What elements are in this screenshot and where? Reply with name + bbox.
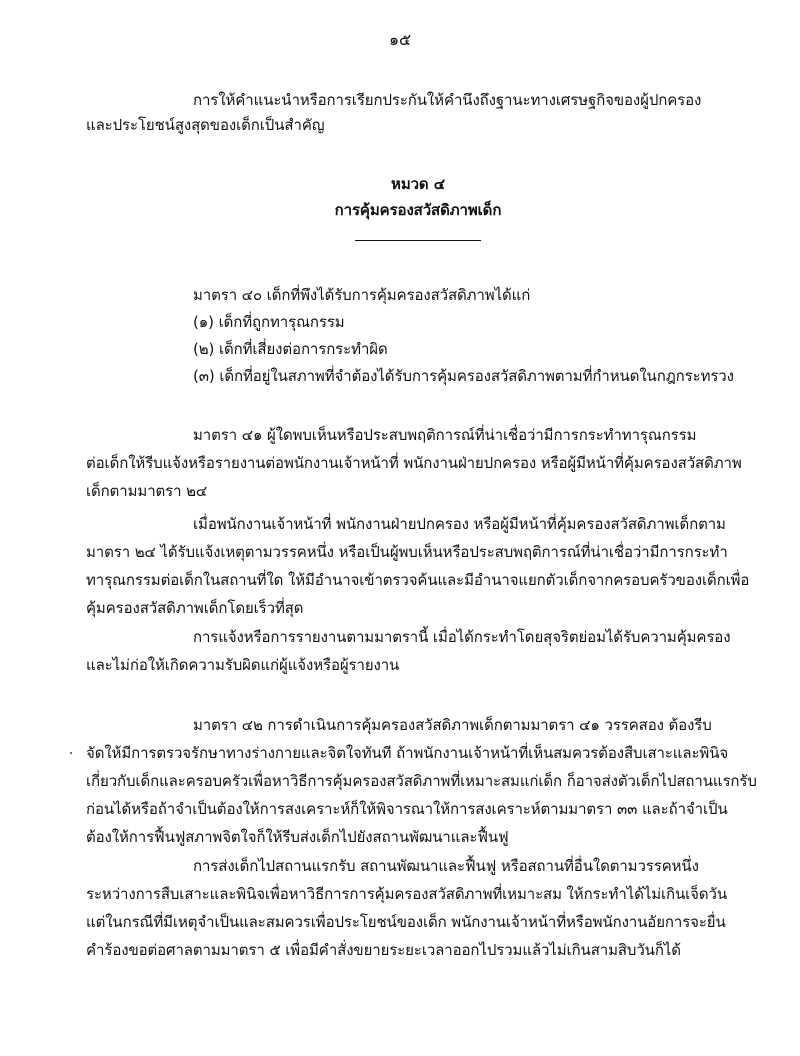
section-42-line-1: มาตรา ๔๒ การดำเนินการคุ้มครองสวัสดิภาพเด็กตามมาตรา ๔๑ วรรคสอง ต้องรีบ xyxy=(193,716,712,734)
section-42-line-9: คำร้องขอต่อศาลตามมาตรา ๕ เพื่อมีคำสั่งขยายระยะเวลาออกไปรวมแล้วไม่เกินสามสิบวันก็ได้ xyxy=(86,941,681,959)
page-number: ๑๕ xyxy=(388,30,412,49)
section-42-line-3: เกี่ยวกับเด็กและครอบครัวเพื่อหาวิธีการคุ้มครองสวัสดิภาพที่เหมาะสมแก่เด็ก ก็อาจส่งตัวเด็กไปสถานแรกรับ xyxy=(86,772,757,790)
section-42-line-6: การส่งเด็กไปสถานแรกรับ สถานพัฒนาและฟื้นฟู หรือสถานที่อื่นใดตามวรรคหนึ่ง xyxy=(193,857,699,875)
section-41-line-9: และไม่ก่อให้เกิดความรับผิดแก่ผู้แจ้งหรือผู้รายงาน xyxy=(86,656,400,674)
section-41-line-4: เมื่อพนักงานเจ้าหน้าที่ พนักงานฝ่ายปกครอง หรือผู้มีหน้าที่คุ้มครองสวัสดิภาพเด็กตาม xyxy=(193,515,726,533)
section-40-item-1: (๑) เด็กที่ถูกทารุณกรรม xyxy=(193,313,345,331)
section-40-item-3: (๓) เด็กที่อยู่ในสภาพที่จำต้องได้รับการคุ้มครองสวัสดิภาพตามที่กำหนดในกฎกระทรวง xyxy=(193,367,734,385)
section-41-line-2: ต่อเด็กให้รีบแจ้งหรือรายงานต่อพนักงานเจ้าหน้าที่ พนักงานฝ่ายปกครอง หรือผู้มีหน้าที่คุ้มครองสวัสดิภาพ xyxy=(86,454,742,472)
section-41-line-5: มาตรา ๒๔ ได้รับแจ้งเหตุตามวรรคหนึ่ง หรือเป็นผู้พบเห็นหรือประสบพฤติการณ์ที่น่าเชื่อว่ามีการกระทำ xyxy=(86,543,728,561)
section-42-line-7: ระหว่างการสืบเสาะและพินิจเพื่อหาวิธีการการคุ้มครองสวัสดิภาพที่เหมาะสม ให้กระทำได้ไม่เกินเจ็ดวัน xyxy=(86,885,727,903)
chapter-divider xyxy=(355,240,481,241)
scan-speck xyxy=(70,752,72,754)
section-41-line-3: เด็กตามมาตรา ๒๔ xyxy=(86,482,208,500)
section-41-line-1: มาตรา ๔๑ ผู้ใดพบเห็นหรือประสบพฤติการณ์ที่น่าเชื่อว่ามีการกระทำทารุณกรรม xyxy=(193,426,697,444)
intro-line-1: การให้คำแนะนำหรือการเรียกประกันให้คำนึงถึงฐานะทางเศรษฐกิจของผู้ปกครอง xyxy=(193,91,702,109)
chapter-title: การคุ้มครองสวัสดิภาพเด็ก xyxy=(334,201,502,219)
section-40-heading: มาตรา ๔๐ เด็กที่พึงได้รับการคุ้มครองสวัสดิภาพได้แก่ xyxy=(193,286,531,304)
section-42-line-4: ก่อนได้หรือถ้าจำเป็นต้องให้การสงเคราะห์ก็ให้พิจารณาให้การสงเคราะห์ตามมาตรา ๓๓ และถ้าจำเป็น xyxy=(86,800,728,818)
section-41-line-7: คุ้มครองสวัสดิภาพเด็กโดยเร็วที่สุด xyxy=(86,599,304,617)
section-42-line-5: ต้องให้การฟื้นฟูสภาพจิตใจก็ให้รีบส่งเด็กไปยังสถานพัฒนาและฟื้นฟู xyxy=(86,828,509,846)
intro-line-2: และประโยชน์สูงสุดของเด็กเป็นสำคัญ xyxy=(86,116,325,134)
section-42-line-2: จัดให้มีการตรวจรักษาทางร่างกายและจิตใจทันที ถ้าพนักงานเจ้าหน้าที่เห็นสมควรต้องสืบเสาะและพินิจ xyxy=(86,744,729,762)
section-42-line-8: แต่ในกรณีที่มีเหตุจำเป็นและสมควรเพื่อประโยชน์ของเด็ก พนักงานเจ้าหน้าที่หรือพนักงานอัยการจะยื่น xyxy=(86,913,726,931)
section-40-item-2: (๒) เด็กที่เสี่ยงต่อการกระทำผิด xyxy=(193,340,388,358)
chapter-number: หมวด ๔ xyxy=(391,175,445,193)
section-41-line-6: ทารุณกรรมต่อเด็กในสถานที่ใด ให้มีอำนาจเข้าตรวจค้นและมีอำนาจแยกตัวเด็กจากครอบครัวของเด็กเพื่อ xyxy=(86,571,750,589)
section-41-line-8: การแจ้งหรือการรายงานตามมาตรานี้ เมื่อได้กระทำโดยสุจริตย่อมได้รับความคุ้มครอง xyxy=(193,628,731,646)
